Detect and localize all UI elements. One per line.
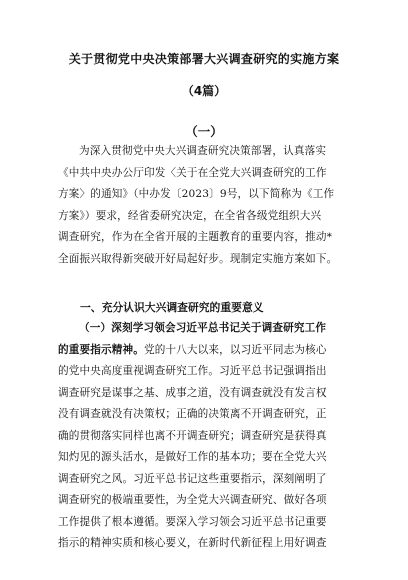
intro-line: 全面振兴取得新突破开好局起好步。现制定实施方案如下。: [58, 252, 338, 265]
body-paragraph: [58, 318, 346, 555]
body-line: 指示的精神实质和核心要义，在新时代新征程上用好调查: [58, 537, 327, 549]
body-line: 工作提供了根本遵循。要深入学习领会习近平总书记重要: [58, 515, 327, 528]
section-heading: 一、充分认识大兴调查研究的重要意义: [80, 301, 264, 314]
subheading-line: （一）深刻学习领会习近平总书记关于调查研究工作: [79, 322, 327, 334]
intro-line: 《中共中央办公厅印发〈关于在全党大兴调查研究的工作: [58, 166, 327, 179]
subheading-tail: 的重要指示精神。: [58, 343, 144, 356]
body-line: 确的贯彻落实同样也离不开调查研究；调查研究是获得真: [58, 429, 327, 442]
body-line: 没有调查就没有决策权；正确的决策离不开调查研究，正: [58, 408, 327, 420]
body-line: 调查研究是谋事之基、成事之道，没有调查就没有发言权: [58, 386, 327, 399]
body-text: 党的十八大以来，以习近平同志为核心: [143, 343, 327, 356]
body-line: 知灼见的源头活水，是做好工作的基本功；要在全党大兴: [58, 451, 327, 463]
document-subtitle: （4篇）: [181, 84, 227, 98]
section-number: （一）: [185, 124, 223, 139]
intro-line: 方案》）要求，经省委研究决定，在全省各级党组织大兴: [58, 209, 322, 222]
intro-paragraph: [58, 141, 346, 270]
body-line: 调查研究的极端重要性，为全党大兴调查研究、做好各项: [58, 494, 327, 506]
intro-line: 为深入贯彻党中央大兴调查研究决策部署，认真落实: [79, 145, 327, 157]
body-line: 的党中央高度重视调查研究工作。习近平总书记强调指出: [58, 365, 327, 377]
intro-line: 调查研究，作为在全省开展的主题教育的重要内容，推动*: [58, 231, 333, 243]
document-title: 关于贯彻党中央决策部署大兴调查研究的实施方案: [68, 52, 340, 66]
body-line: [58, 340, 346, 362]
body-line: 调查研究之风。习近平总书记这些重要指示，深刻阐明了: [58, 472, 327, 485]
intro-line: 方案〉的通知》（中办发〔2023〕9号，以下简称为《工作: [58, 188, 335, 200]
